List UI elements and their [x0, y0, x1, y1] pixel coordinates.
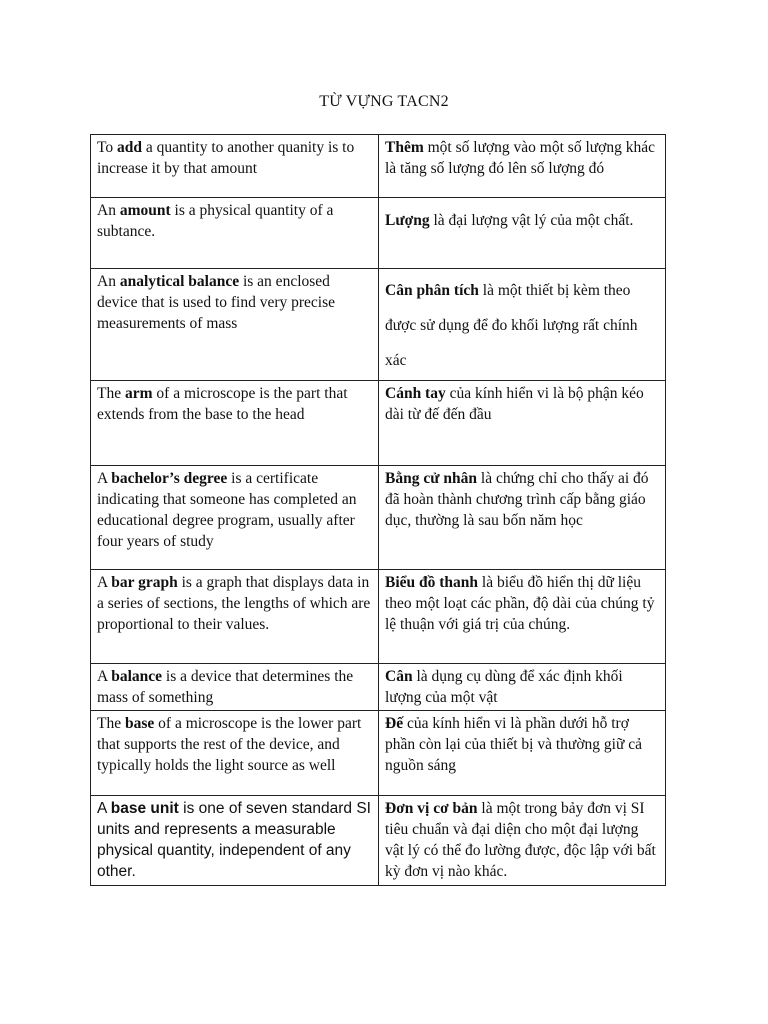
english-definition: A bachelor’s degree is a certificate indicating that someone has completed an educational degree program, usually after four years of study — [91, 466, 379, 570]
vietnamese-term: Cân — [385, 668, 413, 685]
english-term: balance — [111, 668, 163, 685]
vietnamese-term: Lượng — [385, 212, 430, 229]
english-term: analytical balance — [119, 273, 240, 290]
english-definition: The base of a microscope is the lower part that supports the rest of the device, and typically holds the light source as well — [91, 711, 379, 796]
table-row — [91, 135, 666, 198]
english-term: base — [124, 715, 155, 732]
vietnamese-definition: Đơn vị cơ bản là một trong bảy đơn vị SI tiêu chuẩn và đại diện cho một đại lượng vật lý có thể đo lường được, độc lập với bất kỳ đơn vị nào khác. — [379, 796, 666, 886]
table-row — [91, 466, 666, 570]
table-row — [91, 796, 666, 886]
table-row — [91, 381, 666, 466]
english-definition: To add a quantity to another quanity is to increase it by that amount — [91, 135, 379, 198]
english-definition: An amount is a physical quantity of a subtance. — [91, 198, 379, 269]
english-term: arm — [124, 385, 153, 402]
table-row — [91, 664, 666, 711]
vietnamese-term: Cân phân tích — [385, 282, 479, 299]
page-title: TỪ VỰNG TACN2 — [319, 93, 449, 110]
english-definition: A balance is a device that determines the mass of something — [91, 664, 379, 711]
vietnamese-definition: Lượng là đại lượng vật lý của một chất. — [379, 198, 666, 269]
vietnamese-definition: Thêm một số lượng vào một số lượng khác là tăng số lượng đó lên số lượng đó — [379, 135, 666, 198]
english-term: add — [117, 139, 143, 156]
table-row — [91, 269, 666, 381]
english-definition: A base unit is one of seven standard SI units and represents a measurable physical quantity, independent of any other. — [91, 796, 379, 886]
vietnamese-term: Đơn vị cơ bản — [385, 800, 478, 817]
vietnamese-term: Biểu đồ thanh — [385, 574, 479, 591]
vietnamese-term: Cánh tay — [385, 385, 446, 402]
table-row — [91, 198, 666, 269]
english-definition: The arm of a microscope is the part that extends from the base to the head — [91, 381, 379, 466]
vocabulary-table — [90, 134, 666, 886]
english-definition: A bar graph is a graph that displays data in a series of sections, the lengths of which are proportional to their values. — [91, 570, 379, 664]
vietnamese-term: Đế — [385, 715, 404, 732]
english-term: bachelor’s degree — [111, 470, 228, 487]
vietnamese-definition: Cân phân tích là một thiết bị kèm theo được sử dụng để đo khối lượng rất chính xác — [379, 269, 666, 381]
vietnamese-definition: Biểu đồ thanh là biểu đồ hiển thị dữ liệu theo một loạt các phần, độ dài của chúng tỷ lệ thuận với giá trị của chúng. — [379, 570, 666, 664]
english-term: base unit — [110, 800, 179, 817]
vietnamese-definition: Đế của kính hiển vi là phần dưới hỗ trợ phần còn lại của thiết bị và thường giữ cả nguồn sáng — [379, 711, 666, 796]
english-term: amount — [119, 202, 171, 219]
vietnamese-term: Bằng cử nhân — [385, 470, 478, 487]
vietnamese-definition: Cân là dụng cụ dùng để xác định khối lượng của một vật — [379, 664, 666, 711]
english-term: bar graph — [111, 574, 178, 591]
english-definition: An analytical balance is an enclosed device that is used to find very precise measurements of mass — [91, 269, 379, 381]
table-row — [91, 711, 666, 796]
vietnamese-term: Thêm — [385, 139, 424, 156]
table-row — [91, 570, 666, 664]
vietnamese-definition: Bằng cử nhân là chứng chỉ cho thấy ai đó đã hoàn thành chương trình cấp bằng giáo dục, thường là sau bốn năm học — [379, 466, 666, 570]
vietnamese-definition: Cánh tay của kính hiển vi là bộ phận kéo dài từ đế đến đầu — [379, 381, 666, 466]
